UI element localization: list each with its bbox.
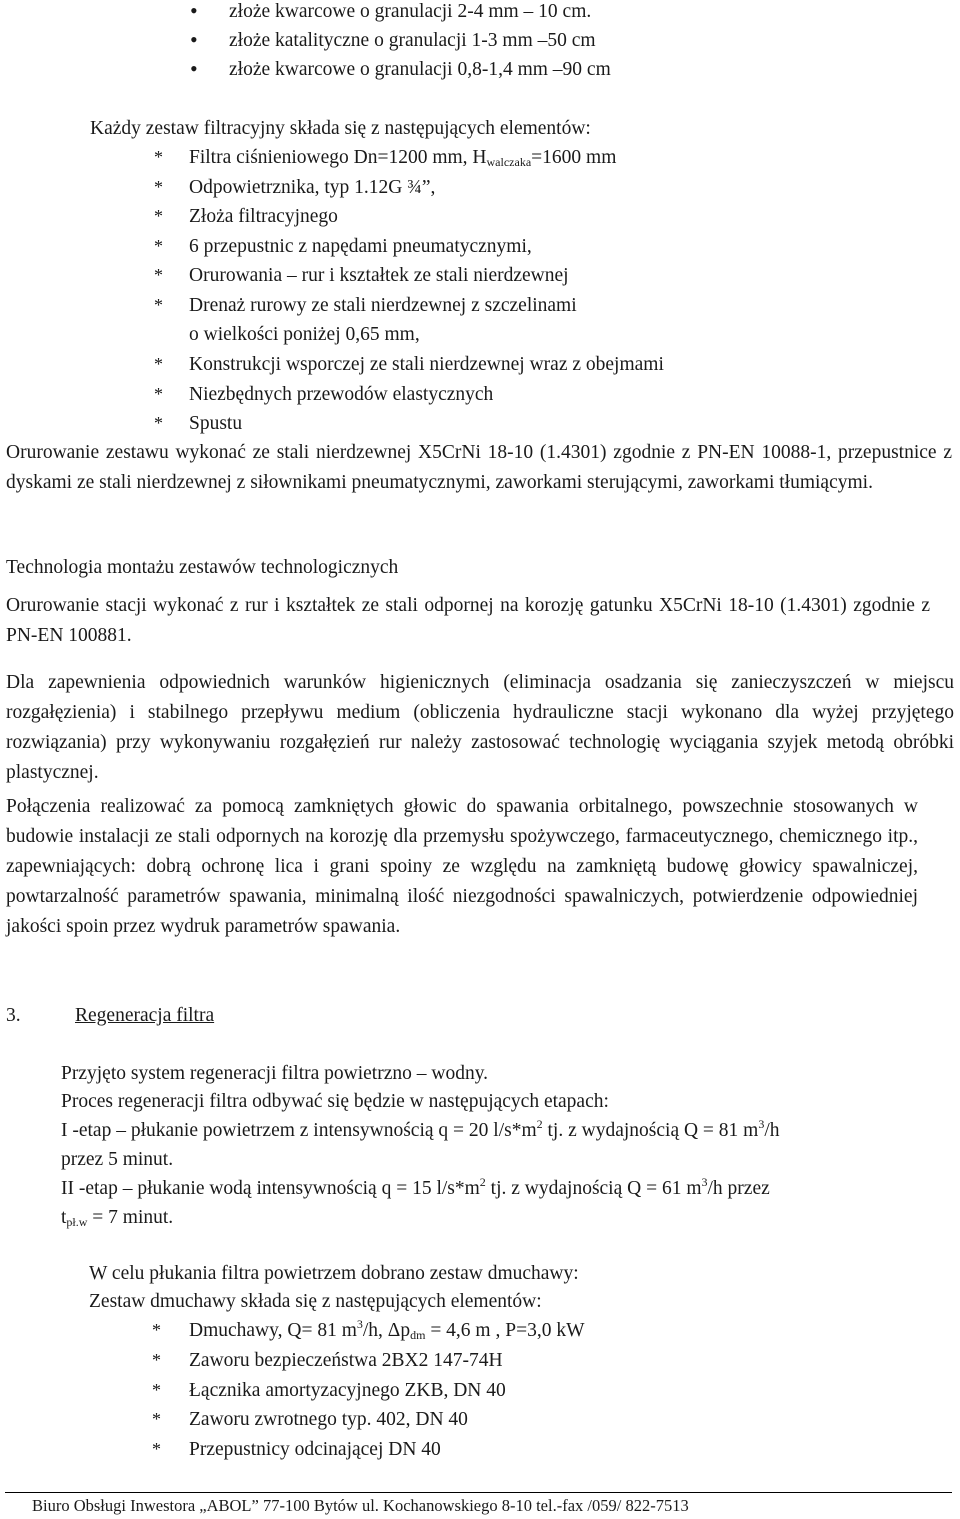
- bed-item-catalytic: złoże katalityczne o granulacji 1-3 mm –50 cm: [229, 30, 596, 51]
- asterisk-icon: *: [154, 295, 163, 315]
- blower-item-connector: Łącznika amortyzacyjnego ZKB, DN 40: [189, 1380, 506, 1401]
- asterisk-icon: *: [154, 354, 163, 374]
- set-item-hoses: Niezbędnych przewodów elastycznych: [189, 384, 494, 405]
- asterisk-icon: *: [154, 177, 163, 197]
- set-item-filter: Filtra ciśnieniowego Dn=1200 mm, $H_{walczaka}=1600$ mm: [189, 147, 617, 169]
- set-item-bed: Złoża filtracyjnego: [189, 206, 338, 227]
- blower-intro: W celu płukania filtra powietrzem dobrano zestaw dmuchawy:: [89, 1263, 579, 1284]
- set-item-drain: Drenaż rurowy ze stali nierdzewnej z szczelinami: [189, 295, 577, 316]
- asterisk-icon: *: [154, 147, 163, 167]
- asterisk-icon: *: [152, 1320, 161, 1340]
- set-intro: Każdy zestaw filtracyjny składa się z następujących elementów:: [90, 118, 591, 139]
- piping-paragraph: Orurowanie zestawu wykonać ze stali nierdzewnej X5CrNi 18-10 (1.4301) zgodnie z PN-EN 10088-1, przepustnice z dyskami ze stali nierdzewnej z siłownikami pneumatycznymi, zaworkami sterującymi, zaworkami tłumiącymi.: [6, 442, 952, 493]
- tech-paragraph: Orurowanie stacji wykonać z rur i kształtek ze stali odpornej na korozję gatunku X5CrNi 18-10 (1.4301) zgodnie z PN-EN 100881.: [6, 595, 930, 646]
- bed-item-quartz-08-14: złoże kwarcowe o granulacji 0,8-1,4 mm –90 cm: [229, 59, 611, 80]
- set-item-vent: Odpowietrznika, typ 1.12G ¾”,: [189, 177, 436, 198]
- regen-process: Proces regeneracji filtra odbywać się będzie w następujących etapach:: [61, 1091, 609, 1112]
- welding-paragraph: Połączenia realizować za pomocą zamkniętych głowic do spawania orbitalnego, powszechnie stosowanych w budowie instalacji ze stali odpornych na korozję dla przemysłu spożywczego, farmaceutycznego, chemicznego itp., zapewniających: dobrą ochronę lica i grani spoiny ze względu na zamkniętą budowę głowicy spawalniczej, powtarzalność parametrów spawania, minimalną ilość niezgodności spawalniczych, potwierdzenie odpowiedniej jakości spoin przez wydruk parametrów spawania.: [6, 796, 918, 937]
- asterisk-icon: *: [152, 1380, 161, 1400]
- bullet-icon: •: [190, 0, 198, 23]
- set-item-drainout: Spustu: [189, 413, 243, 434]
- blower-item-safety-valve: Zaworu bezpieczeństwa 2BX2 147-74H: [189, 1350, 503, 1371]
- footer-divider: [5, 1492, 952, 1493]
- set-item-drain-cont: o wielkości poniżej 0,65 mm,: [189, 324, 420, 345]
- regen-stage-1: I -etap – płukanie powietrzem z intensywnością q = 20 $l/s*m^2$ tj. z wydajnością Q = 81 $m^3/h$: [61, 1117, 780, 1141]
- blower-item-blower: Dmuchawy, Q= 81 $m^3/h$, $\Delta p_{dm} = 4,6$ m , P=3,0 kW: [189, 1317, 585, 1342]
- regen-stage-2: II -etap – płukanie wodą intensywnością q = 15 $l/s*m^2$ tj. z wydajnością Q = 61 $m^3/h$ przez: [61, 1175, 770, 1199]
- set-item-piping: Orurowania – rur i kształtek ze stali nierdzewnej: [189, 265, 569, 286]
- section-number: 3.: [6, 1005, 21, 1026]
- hygiene-paragraph: Dla zapewnienia odpowiednich warunków higienicznych (eliminacja osadzania się zanieczyszczeń w miejscu rozgałęzienia) i stabilnego przepływu medium (obliczenia hydrauliczne stacji wykonano dla wyżej przyjętego rozwiązania) przy wykonywaniu rozgałęzień rur należy zastosować technologię wyciągania szyjek metodą obróbki plastycznej.: [6, 672, 954, 783]
- set-item-structure: Konstrukcji wsporczej ze stali nierdzewnej wraz z obejmami: [189, 354, 664, 375]
- regen-stage-1-duration: przez 5 minut.: [61, 1149, 174, 1170]
- bullet-icon: •: [190, 56, 198, 81]
- asterisk-icon: *: [154, 413, 163, 433]
- footer-text: Biuro Obsługi Inwestora „ABOL” 77-100 Bytów ul. Kochanowskiego 8-10 tel.-fax /059/ 822-7513: [32, 1496, 689, 1515]
- bullet-icon: •: [190, 27, 198, 52]
- tech-heading: Technologia montażu zestawów technologicznych: [6, 557, 399, 578]
- asterisk-icon: *: [154, 206, 163, 226]
- blower-item-shutoff: Przepustnicy odcinającej DN 40: [189, 1439, 441, 1460]
- asterisk-icon: *: [152, 1409, 161, 1429]
- asterisk-icon: *: [154, 265, 163, 285]
- asterisk-icon: *: [152, 1439, 161, 1459]
- asterisk-icon: *: [154, 236, 163, 256]
- asterisk-icon: *: [154, 384, 163, 404]
- blower-elements-intro: Zestaw dmuchawy składa się z następujących elementów:: [89, 1291, 542, 1312]
- set-item-valves: 6 przepustnic z napędami pneumatycznymi,: [189, 236, 532, 257]
- asterisk-icon: *: [152, 1350, 161, 1370]
- blower-item-check-valve: Zaworu zwrotnego typ. 402, DN 40: [189, 1409, 468, 1430]
- regen-stage-2-duration: $t_{pł.w} = 7$ minut.: [61, 1207, 174, 1229]
- section-title: Regeneracja filtra: [75, 1005, 215, 1026]
- bed-item-quartz-2-4: złoże kwarcowe o granulacji 2-4 mm – 10 cm.: [229, 1, 592, 22]
- regen-system: Przyjęto system regeneracji filtra powietrzno – wodny.: [61, 1063, 489, 1084]
